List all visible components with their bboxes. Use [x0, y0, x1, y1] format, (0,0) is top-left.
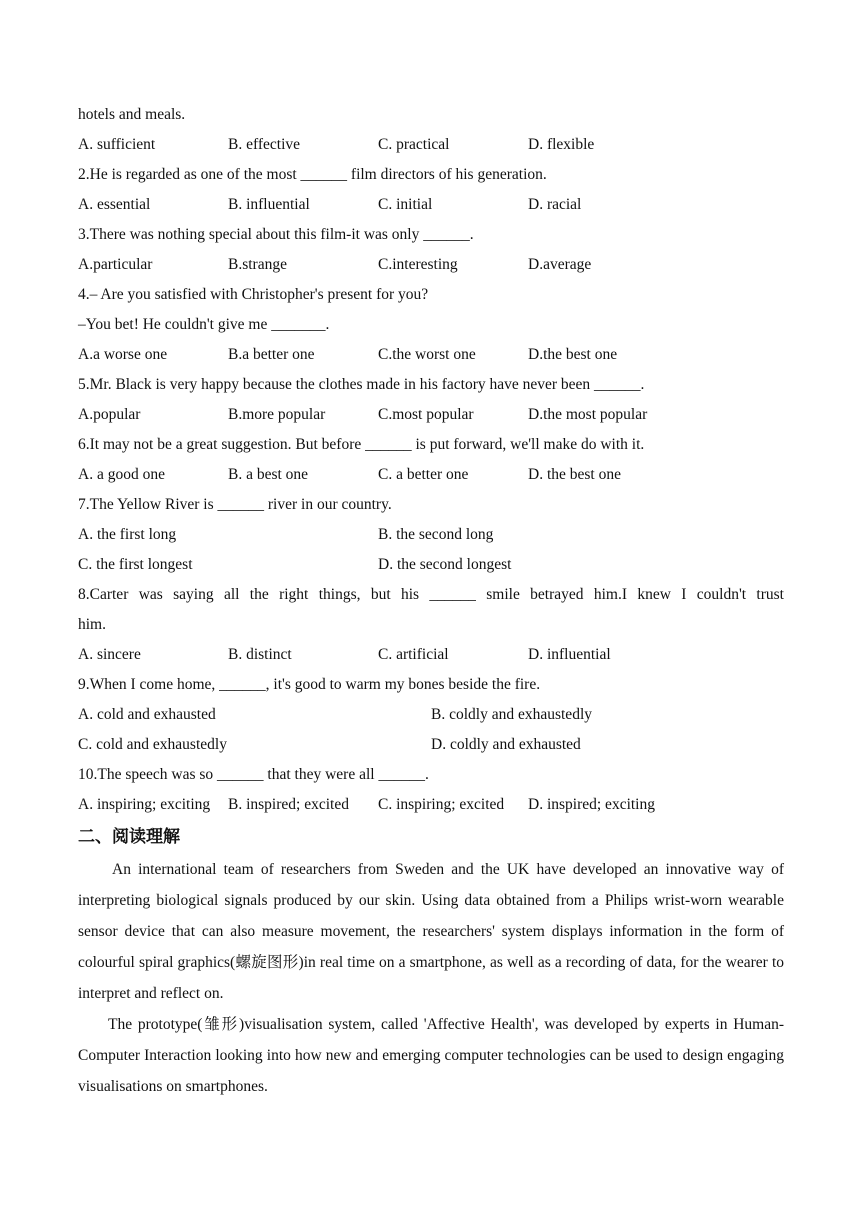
q3-option-c: C.interesting [378, 256, 458, 273]
q2-option-a: A. essential [78, 196, 151, 213]
q10-options [78, 790, 784, 820]
q4-stem-2: –You bet! He couldn't give me _______. [78, 316, 330, 333]
q7-option-c: C. the first longest [78, 556, 193, 573]
q3-stem: 3.There was nothing special about this film-it was only ______. [78, 226, 474, 243]
document-page [78, 100, 784, 1102]
q8-options [78, 640, 784, 670]
q9-option-a: A. cold and exhausted [78, 706, 216, 723]
q10-stem: 10.The speech was so ______ that they were all ______. [78, 766, 429, 783]
q3-option-d: D.average [528, 256, 592, 273]
q5-stem: 5.Mr. Black is very happy because the clothes made in his factory have never been ______. [78, 376, 645, 393]
q6-options [78, 460, 784, 490]
q6-stem: 6.It may not be a great suggestion. But before ______ is put forward, we'll make do with it. [78, 436, 645, 453]
q10-option-a: A. inspiring; exciting [78, 796, 211, 813]
q9-option-b: B. coldly and exhaustedly [431, 706, 592, 723]
q6-option-b: B. a best one [228, 466, 309, 483]
q2-option-c: C. initial [378, 196, 433, 213]
q6-option-d: D. the best one [528, 466, 621, 483]
q5-option-d: D.the most popular [528, 406, 648, 423]
q6-option-a: A. a good one [78, 466, 165, 483]
q8-option-a: A. sincere [78, 646, 141, 663]
q1-option-d: D. flexible [528, 136, 595, 153]
q4-option-c: C.the worst one [378, 346, 476, 363]
q2-stem: 2.He is regarded as one of the most ______ film directors of his generation. [78, 166, 547, 183]
q9-stem: 9.When I come home, ______, it's good to warm my bones beside the fire. [78, 676, 541, 693]
q8-stem-2: him. [78, 616, 106, 633]
q7-options-row-1 [78, 520, 784, 550]
q2-options [78, 190, 784, 220]
q1-option-c: C. practical [378, 136, 450, 153]
q9-options-row-1 [78, 700, 784, 730]
q2-option-d: D. racial [528, 196, 582, 213]
q2-option-b: B. influential [228, 196, 310, 213]
q7-option-d: D. the second longest [378, 556, 512, 573]
section-2-title: 二、阅读理解 [78, 827, 180, 847]
q8-stem-1: 8.Carter was saying all the right things, but his ______ smile betrayed him.I knew I couldn't trust [78, 586, 784, 603]
q4-option-d: D.the best one [528, 346, 618, 363]
q4-option-a: A.a worse one [78, 346, 168, 363]
q1-continuation: hotels and meals. [78, 106, 186, 123]
q8-option-d: D. influential [528, 646, 611, 663]
q3-option-a: A.particular [78, 256, 153, 273]
q3-option-b: B.strange [228, 256, 287, 273]
q7-stem: 7.The Yellow River is ______ river in our country. [78, 496, 392, 513]
reading-paragraph-1: An international team of researchers from Sweden and the UK have developed an innovative way of interpreting biological signals produced by our skin. Using data obtained from a Philips wrist-worn wearable sensor device that can also measure movement, the researchers' system displays information in the form of colourful spiral graphics(螺旋图形)in real time on a smartphone, as well as a recording of data, for the wearer to interpret and reflect on. [78, 861, 784, 1002]
q10-option-c: C. inspiring; excited [378, 796, 505, 813]
q6-option-c: C. a better one [378, 466, 469, 483]
q5-option-b: B.more popular [228, 406, 326, 423]
q5-option-a: A.popular [78, 406, 141, 423]
q7-option-a: A. the first long [78, 526, 177, 543]
q1-option-b: B. effective [228, 136, 301, 153]
q4-stem-1: 4.– Are you satisfied with Christopher's present for you? [78, 286, 429, 303]
q1-option-a: A. sufficient [78, 136, 156, 153]
q10-option-b: B. inspired; excited [228, 796, 349, 813]
q9-option-c: C. cold and exhaustedly [78, 736, 227, 753]
q10-option-d: D. inspired; exciting [528, 796, 655, 813]
q9-options-row-2 [78, 730, 784, 760]
q4-option-b: B.a better one [228, 346, 315, 363]
q8-option-c: C. artificial [378, 646, 449, 663]
q7-option-b: B. the second long [378, 526, 494, 543]
q5-option-c: C.most popular [378, 406, 474, 423]
reading-paragraph-2: The prototype(雏形)visualisation system, called 'Affective Health', was developed by experts in Human-Computer Interaction looking into how new and emerging computer technologies can be used to design engaging visualisations on smartphones. [78, 1016, 784, 1095]
q1-options [78, 130, 784, 160]
q5-options [78, 400, 784, 430]
q4-options [78, 340, 784, 370]
q7-options-row-2 [78, 550, 784, 580]
q9-option-d: D. coldly and exhausted [431, 736, 581, 753]
q8-option-b: B. distinct [228, 646, 292, 663]
q3-options [78, 250, 784, 280]
